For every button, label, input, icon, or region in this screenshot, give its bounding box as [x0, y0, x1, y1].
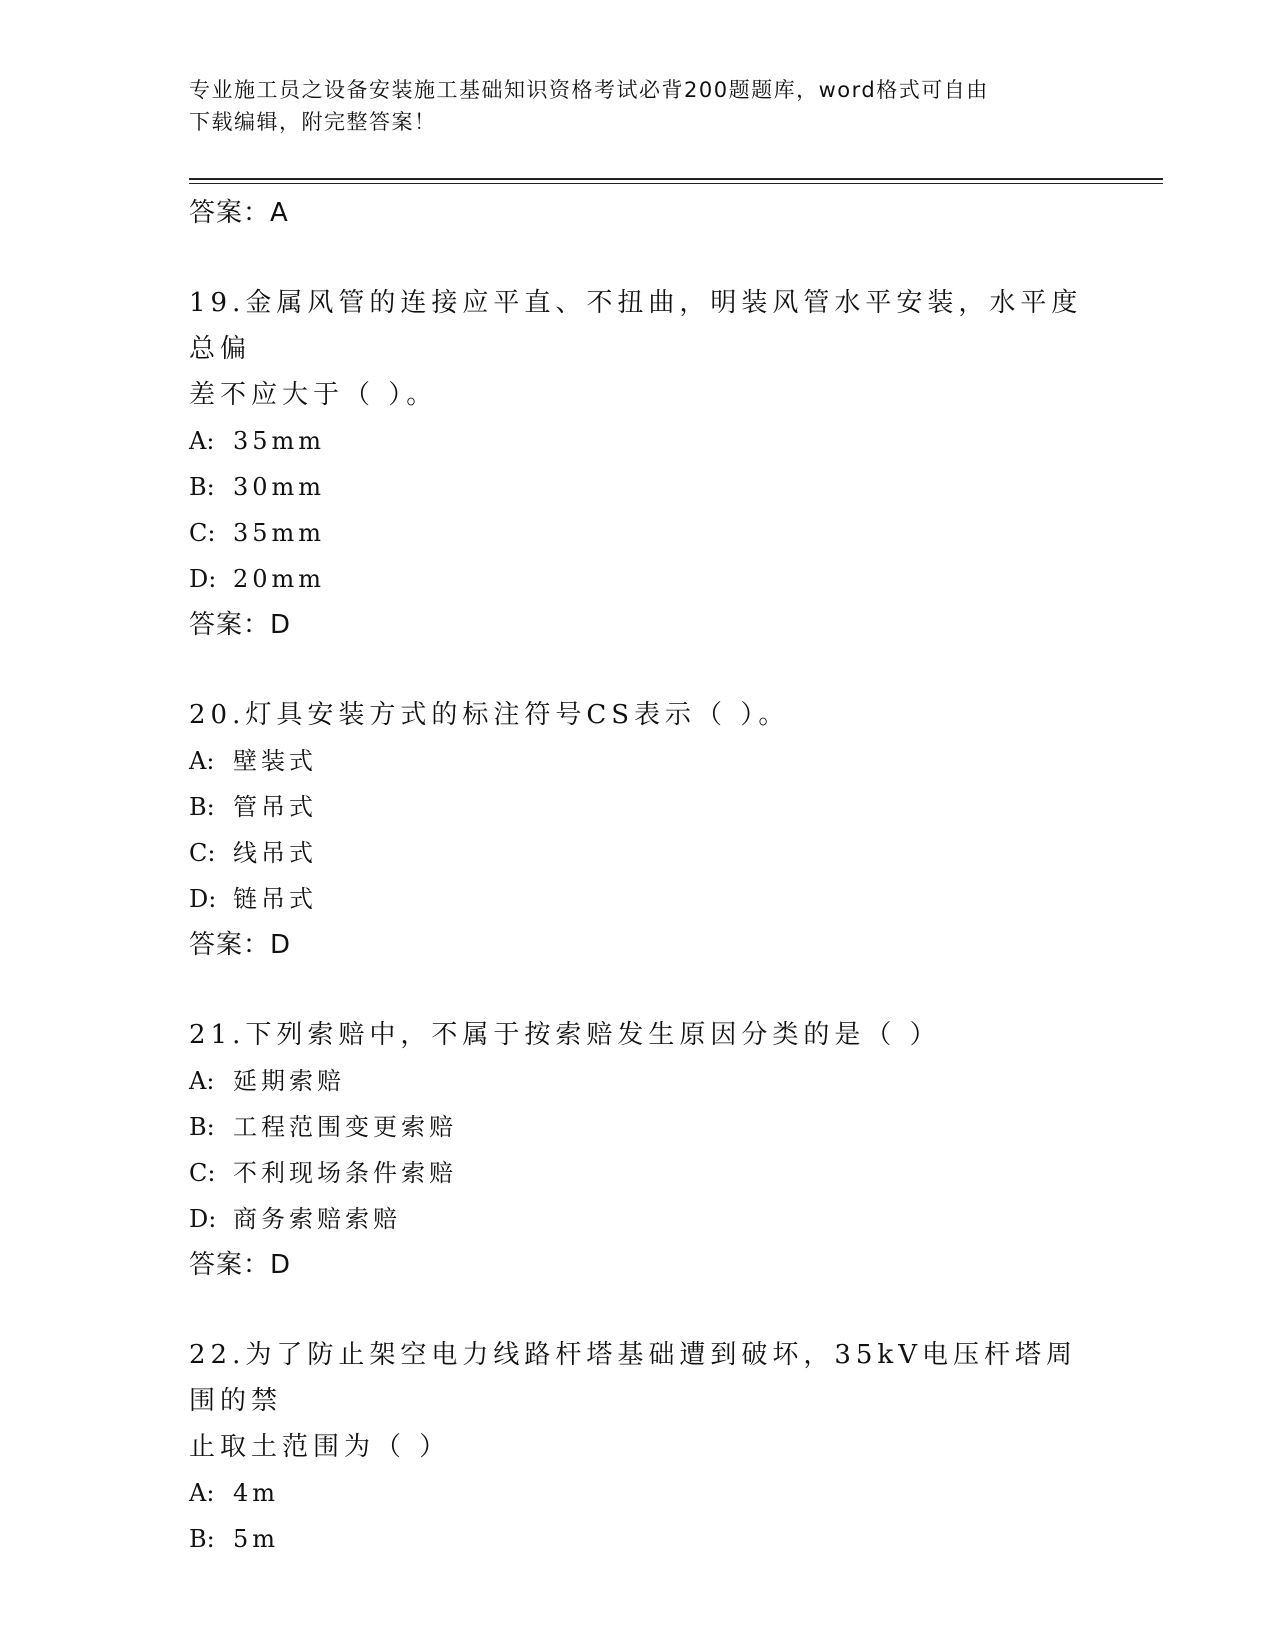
question-22: [189, 1332, 1089, 1562]
option-c: [189, 1150, 1089, 1196]
option-a: [189, 1058, 1089, 1104]
option-key: C:: [189, 839, 216, 867]
option-a: [189, 418, 1089, 464]
spacer: [189, 236, 1089, 280]
question-text-continued: 差不应大于（ ）。: [189, 380, 438, 410]
question-text: 21.下列索赔中，不属于按索赔发生原因分类的是（ ）: [189, 1020, 941, 1050]
option-text: 管吊式: [233, 793, 317, 821]
option-key: A:: [189, 427, 215, 455]
header-divider-thick: [189, 178, 1163, 180]
option-b: [189, 464, 1089, 510]
question-text: 22.为了防止架空电力线路杆塔基础遭到破坏，35kV电压杆塔周围的禁: [189, 1340, 1077, 1416]
header-divider-thin: [189, 183, 1163, 184]
document-header: [189, 74, 1079, 138]
answer-line: 答案：D: [189, 1250, 292, 1280]
option-text: 延期索赔: [233, 1067, 345, 1095]
option-b: [189, 784, 1089, 830]
document-body: [189, 190, 1089, 1562]
previous-answer: 答案：A: [189, 198, 289, 228]
option-text: 35mm: [233, 427, 326, 455]
option-key: B:: [189, 793, 215, 821]
option-key: A:: [189, 747, 215, 775]
option-key: D:: [189, 1205, 217, 1233]
option-c: [189, 510, 1089, 556]
option-text: 5m: [233, 1525, 280, 1553]
option-b: [189, 1516, 1089, 1562]
header-title-line-1: 专业施工员之设备安装施工基础知识资格考试必背200题题库，word格式可自由: [189, 78, 989, 102]
option-text: 20mm: [233, 565, 326, 593]
option-text: 不利现场条件索赔: [233, 1159, 457, 1187]
option-key: A:: [189, 1067, 215, 1095]
option-text: 工程范围变更索赔: [233, 1113, 457, 1141]
question-text: 19.金属风管的连接应平直、不扭曲，明装风管水平安装，水平度总偏: [189, 288, 1083, 364]
spacer: [189, 968, 1089, 1012]
option-key: A:: [189, 1479, 215, 1507]
option-d: [189, 876, 1089, 922]
spacer: [189, 1288, 1089, 1332]
option-text: 35mm: [233, 519, 326, 547]
question-21: [189, 1012, 1089, 1288]
option-text: 壁装式: [233, 747, 317, 775]
header-title-line-2: 下载编辑，附完整答案！: [189, 110, 437, 134]
option-a: [189, 1470, 1089, 1516]
option-key: C:: [189, 1159, 216, 1187]
option-c: [189, 830, 1089, 876]
option-d: [189, 1196, 1089, 1242]
answer-line: 答案：D: [189, 610, 292, 640]
option-text: 线吊式: [233, 839, 317, 867]
option-key: D:: [189, 565, 217, 593]
option-key: D:: [189, 885, 217, 913]
spacer: [189, 648, 1089, 692]
question-20: [189, 692, 1089, 968]
option-text: 30mm: [233, 473, 326, 501]
option-text: 4m: [233, 1479, 280, 1507]
answer-line: 答案：D: [189, 930, 292, 960]
option-text: 商务索赔索赔: [233, 1205, 401, 1233]
option-text: 链吊式: [233, 885, 317, 913]
option-a: [189, 738, 1089, 784]
option-key: B:: [189, 1113, 215, 1141]
option-key: C:: [189, 519, 216, 547]
option-key: B:: [189, 473, 215, 501]
question-text-continued: 止取土范围为（ ）: [189, 1432, 451, 1462]
option-d: [189, 556, 1089, 602]
option-key: B:: [189, 1525, 215, 1553]
question-19: [189, 280, 1089, 648]
option-b: [189, 1104, 1089, 1150]
question-text: 20.灯具安装方式的标注符号CS表示（ ）。: [189, 700, 790, 730]
